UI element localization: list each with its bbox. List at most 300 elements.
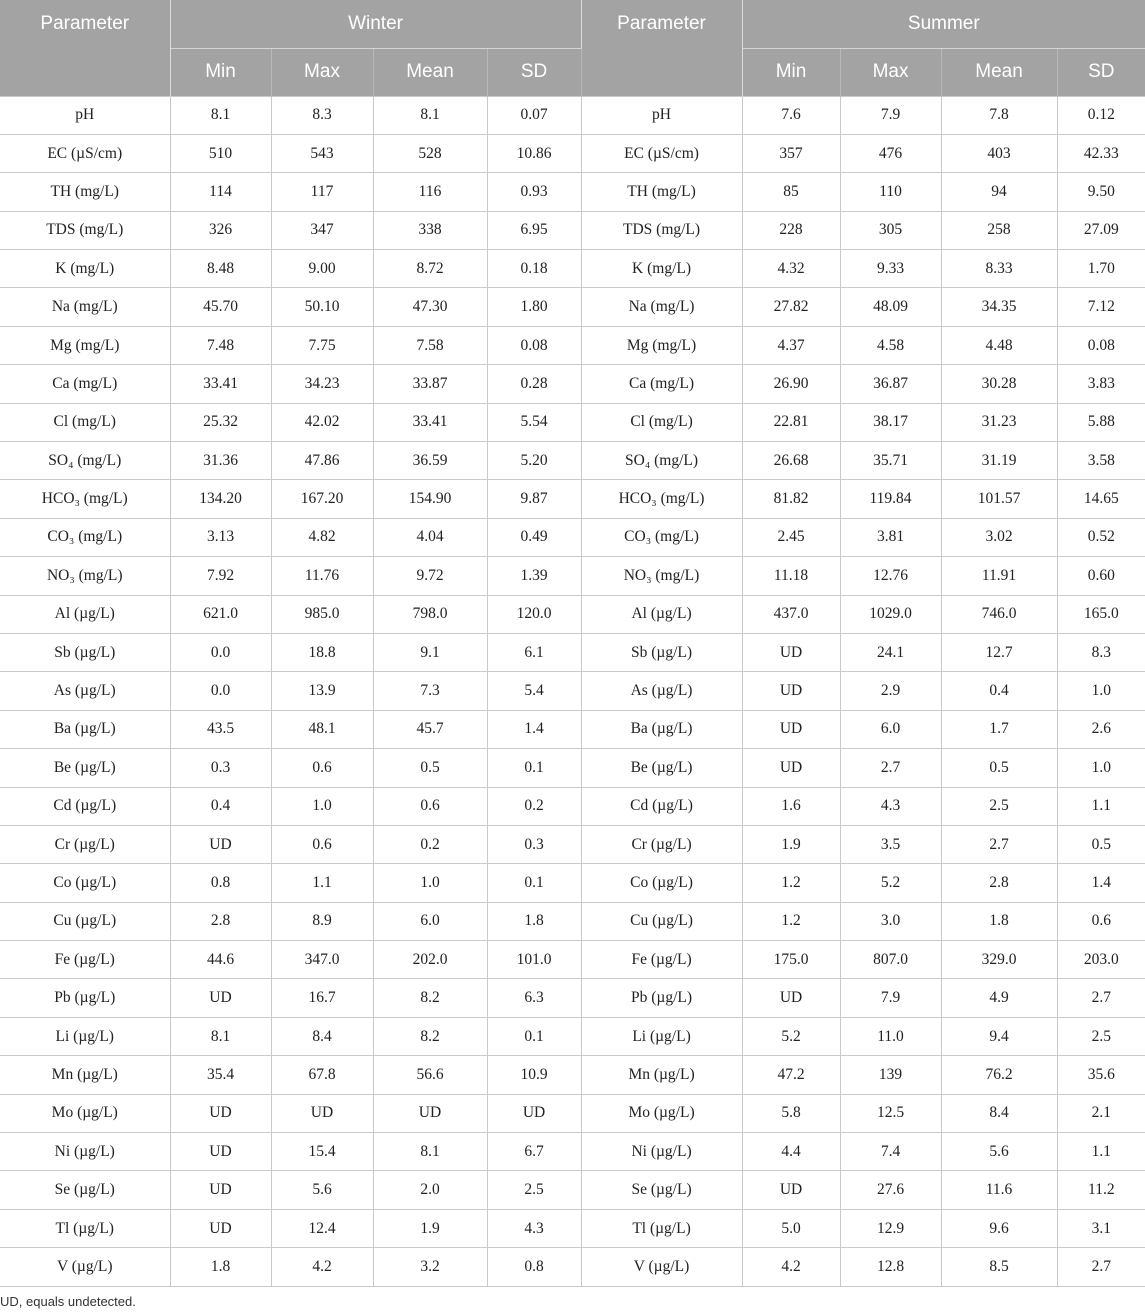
winter-parameter-cell: Sb (µg/L)	[0, 633, 170, 671]
winter-sd-cell: 6.1	[487, 633, 581, 671]
summer-min-cell: UD	[742, 633, 840, 671]
summer-sd-cell: 27.09	[1057, 211, 1145, 249]
summer-max-cell: 807.0	[840, 941, 941, 979]
table-row	[0, 1248, 1145, 1286]
summer-mean-cell: 11.6	[941, 1171, 1057, 1209]
summer-sd-cell: 42.33	[1057, 134, 1145, 172]
summer-parameter-cell: SO₄ (mg/L)	[581, 442, 742, 480]
summer-mean-cell: 12.7	[941, 633, 1057, 671]
winter-mean-cell: 7.58	[373, 326, 487, 364]
summer-mean-cell: 1.8	[941, 902, 1057, 940]
winter-parameter-cell: EC (µS/cm)	[0, 134, 170, 172]
summer-parameter-cell: HCO₃ (mg/L)	[581, 480, 742, 518]
winter-mean-header: Mean	[373, 48, 487, 96]
winter-max-cell: 16.7	[271, 979, 373, 1017]
summer-mean-cell: 2.5	[941, 787, 1057, 825]
winter-sd-cell: 0.08	[487, 326, 581, 364]
summer-min-cell: 2.45	[742, 518, 840, 556]
summer-sd-cell: 0.08	[1057, 326, 1145, 364]
summer-sd-cell: 7.12	[1057, 288, 1145, 326]
summer-parameter-cell: Pb (µg/L)	[581, 979, 742, 1017]
summer-parameter-cell: As (µg/L)	[581, 672, 742, 710]
winter-min-cell: 7.92	[170, 557, 271, 595]
winter-parameter-cell: K (mg/L)	[0, 250, 170, 288]
summer-min-cell: 1.2	[742, 902, 840, 940]
winter-mean-cell: 6.0	[373, 902, 487, 940]
winter-max-cell: 0.6	[271, 825, 373, 863]
winter-mean-cell: 202.0	[373, 941, 487, 979]
summer-min-cell: 5.0	[742, 1209, 840, 1247]
winter-max-cell: 985.0	[271, 595, 373, 633]
winter-min-cell: 0.3	[170, 749, 271, 787]
summer-min-cell: 26.68	[742, 442, 840, 480]
winter-mean-cell: 338	[373, 211, 487, 249]
summer-sd-cell: 0.52	[1057, 518, 1145, 556]
summer-sd-cell: 14.65	[1057, 480, 1145, 518]
winter-max-cell: 117	[271, 173, 373, 211]
winter-sd-cell: UD	[487, 1094, 581, 1132]
winter-max-cell: 1.1	[271, 864, 373, 902]
summer-sd-cell: 2.1	[1057, 1094, 1145, 1132]
summer-min-cell: 1.2	[742, 864, 840, 902]
summer-max-cell: 12.5	[840, 1094, 941, 1132]
winter-sd-cell: 5.54	[487, 403, 581, 441]
table-row	[0, 633, 1145, 671]
summer-max-cell: 3.5	[840, 825, 941, 863]
winter-min-cell: 510	[170, 134, 271, 172]
winter-mean-cell: 528	[373, 134, 487, 172]
table-row	[0, 1094, 1145, 1132]
summer-mean-header: Mean	[941, 48, 1057, 96]
winter-parameter-cell: SO₄ (mg/L)	[0, 442, 170, 480]
table-row	[0, 442, 1145, 480]
summer-mean-cell: 8.4	[941, 1094, 1057, 1132]
summer-parameter-cell: Mn (µg/L)	[581, 1056, 742, 1094]
winter-sd-cell: 5.4	[487, 672, 581, 710]
winter-parameter-cell: Se (µg/L)	[0, 1171, 170, 1209]
winter-min-cell: 44.6	[170, 941, 271, 979]
summer-parameter-cell: Tl (µg/L)	[581, 1209, 742, 1247]
winter-min-cell: UD	[170, 825, 271, 863]
summer-min-cell: 7.6	[742, 96, 840, 134]
summer-min-cell: 175.0	[742, 941, 840, 979]
winter-max-cell: 11.76	[271, 557, 373, 595]
table-row	[0, 864, 1145, 902]
summer-sd-cell: 2.7	[1057, 979, 1145, 1017]
summer-min-cell: UD	[742, 710, 840, 748]
summer-parameter-cell: Cr (µg/L)	[581, 825, 742, 863]
summer-sd-cell: 9.50	[1057, 173, 1145, 211]
header-row-seasons	[0, 0, 1145, 48]
winter-max-cell: 7.75	[271, 326, 373, 364]
winter-max-cell: 347.0	[271, 941, 373, 979]
summer-max-cell: 6.0	[840, 710, 941, 748]
table-row	[0, 518, 1145, 556]
winter-sd-cell: 0.8	[487, 1248, 581, 1286]
winter-parameter-cell: Cd (µg/L)	[0, 787, 170, 825]
winter-parameter-cell: Mo (µg/L)	[0, 1094, 170, 1132]
winter-min-cell: 31.36	[170, 442, 271, 480]
summer-max-cell: 12.9	[840, 1209, 941, 1247]
winter-max-header: Max	[271, 48, 373, 96]
summer-max-cell: 3.0	[840, 902, 941, 940]
winter-mean-cell: 1.9	[373, 1209, 487, 1247]
winter-parameter-cell: NO₃ (mg/L)	[0, 557, 170, 595]
winter-min-cell: 114	[170, 173, 271, 211]
summer-sd-header: SD	[1057, 48, 1145, 96]
winter-min-cell: 0.0	[170, 633, 271, 671]
summer-mean-cell: 1.7	[941, 710, 1057, 748]
winter-min-cell: 3.13	[170, 518, 271, 556]
summer-max-cell: 119.84	[840, 480, 941, 518]
winter-parameter-cell: Fe (µg/L)	[0, 941, 170, 979]
summer-max-cell: 24.1	[840, 633, 941, 671]
winter-min-cell: 0.0	[170, 672, 271, 710]
summer-sd-cell: 3.58	[1057, 442, 1145, 480]
summer-mean-cell: 101.57	[941, 480, 1057, 518]
table-row	[0, 1056, 1145, 1094]
summer-max-cell: 36.87	[840, 365, 941, 403]
winter-sd-cell: 0.1	[487, 749, 581, 787]
table-row	[0, 595, 1145, 633]
summer-max-cell: 476	[840, 134, 941, 172]
summer-sd-cell: 1.0	[1057, 672, 1145, 710]
summer-mean-cell: 0.5	[941, 749, 1057, 787]
summer-max-cell: 12.76	[840, 557, 941, 595]
winter-sd-cell: 0.07	[487, 96, 581, 134]
winter-mean-cell: 116	[373, 173, 487, 211]
winter-sd-cell: 10.9	[487, 1056, 581, 1094]
summer-min-cell: 4.4	[742, 1133, 840, 1171]
winter-max-cell: 543	[271, 134, 373, 172]
summer-max-cell: 48.09	[840, 288, 941, 326]
winter-sd-cell: 101.0	[487, 941, 581, 979]
winter-min-cell: 43.5	[170, 710, 271, 748]
winter-mean-cell: 7.3	[373, 672, 487, 710]
summer-sd-cell: 1.0	[1057, 749, 1145, 787]
winter-mean-cell: 8.2	[373, 1017, 487, 1055]
summer-parameter-cell: TH (mg/L)	[581, 173, 742, 211]
winter-sd-cell: 5.20	[487, 442, 581, 480]
summer-parameter-cell: Cd (µg/L)	[581, 787, 742, 825]
summer-sd-cell: 1.4	[1057, 864, 1145, 902]
summer-mean-cell: 403	[941, 134, 1057, 172]
winter-max-cell: 4.82	[271, 518, 373, 556]
winter-min-cell: 0.4	[170, 787, 271, 825]
summer-parameter-header: Parameter	[581, 0, 742, 96]
summer-mean-cell: 7.8	[941, 96, 1057, 134]
summer-mean-cell: 8.33	[941, 250, 1057, 288]
winter-max-cell: 5.6	[271, 1171, 373, 1209]
table-row	[0, 749, 1145, 787]
table-row	[0, 134, 1145, 172]
winter-mean-cell: 8.2	[373, 979, 487, 1017]
winter-parameter-cell: Ni (µg/L)	[0, 1133, 170, 1171]
summer-parameter-cell: TDS (mg/L)	[581, 211, 742, 249]
summer-min-cell: 5.8	[742, 1094, 840, 1132]
summer-max-cell: 11.0	[840, 1017, 941, 1055]
summer-sd-cell: 1.70	[1057, 250, 1145, 288]
summer-mean-cell: 11.91	[941, 557, 1057, 595]
summer-min-cell: 47.2	[742, 1056, 840, 1094]
table-row	[0, 979, 1145, 1017]
summer-min-cell: 27.82	[742, 288, 840, 326]
summer-min-cell: 22.81	[742, 403, 840, 441]
table-row	[0, 825, 1145, 863]
summer-min-header: Min	[742, 48, 840, 96]
summer-sd-cell: 3.83	[1057, 365, 1145, 403]
winter-min-cell: 8.1	[170, 1017, 271, 1055]
summer-mean-cell: 31.19	[941, 442, 1057, 480]
winter-max-cell: 1.0	[271, 787, 373, 825]
winter-mean-cell: 33.87	[373, 365, 487, 403]
summer-max-cell: 3.81	[840, 518, 941, 556]
summer-max-cell: 9.33	[840, 250, 941, 288]
summer-sd-cell: 3.1	[1057, 1209, 1145, 1247]
table-row	[0, 557, 1145, 595]
table-row	[0, 211, 1145, 249]
summer-max-cell: 4.3	[840, 787, 941, 825]
summer-parameter-cell: Na (mg/L)	[581, 288, 742, 326]
winter-min-cell: 2.8	[170, 902, 271, 940]
summer-min-cell: 357	[742, 134, 840, 172]
table-row	[0, 173, 1145, 211]
summer-parameter-cell: Cl (mg/L)	[581, 403, 742, 441]
winter-parameter-cell: Be (µg/L)	[0, 749, 170, 787]
table-row	[0, 1017, 1145, 1055]
summer-mean-cell: 2.7	[941, 825, 1057, 863]
winter-max-cell: 4.2	[271, 1248, 373, 1286]
winter-mean-cell: 2.0	[373, 1171, 487, 1209]
summer-mean-cell: 76.2	[941, 1056, 1057, 1094]
winter-max-cell: 48.1	[271, 710, 373, 748]
summer-sd-cell: 8.3	[1057, 633, 1145, 671]
summer-parameter-cell: CO₃ (mg/L)	[581, 518, 742, 556]
table-row	[0, 288, 1145, 326]
summer-min-cell: 5.2	[742, 1017, 840, 1055]
winter-sd-header: SD	[487, 48, 581, 96]
winter-max-cell: 13.9	[271, 672, 373, 710]
winter-sd-cell: 0.28	[487, 365, 581, 403]
summer-sd-cell: 1.1	[1057, 1133, 1145, 1171]
winter-mean-cell: 8.72	[373, 250, 487, 288]
summer-max-cell: 5.2	[840, 864, 941, 902]
footnote: UD, equals undetected.	[0, 1294, 136, 1309]
winter-sd-cell: 120.0	[487, 595, 581, 633]
winter-sd-cell: 6.7	[487, 1133, 581, 1171]
summer-min-cell: 85	[742, 173, 840, 211]
winter-mean-cell: 33.41	[373, 403, 487, 441]
winter-mean-cell: UD	[373, 1094, 487, 1132]
winter-max-cell: 47.86	[271, 442, 373, 480]
summer-sd-cell: 165.0	[1057, 595, 1145, 633]
winter-max-cell: 42.02	[271, 403, 373, 441]
summer-min-cell: 437.0	[742, 595, 840, 633]
summer-parameter-cell: NO₃ (mg/L)	[581, 557, 742, 595]
table-row	[0, 787, 1145, 825]
winter-parameter-cell: Li (µg/L)	[0, 1017, 170, 1055]
winter-parameter-cell: As (µg/L)	[0, 672, 170, 710]
summer-max-cell: 7.4	[840, 1133, 941, 1171]
winter-parameter-cell: Mn (µg/L)	[0, 1056, 170, 1094]
winter-parameter-cell: Ba (µg/L)	[0, 710, 170, 748]
winter-max-cell: 18.8	[271, 633, 373, 671]
summer-sd-cell: 0.60	[1057, 557, 1145, 595]
summer-max-cell: 35.71	[840, 442, 941, 480]
winter-max-cell: 9.00	[271, 250, 373, 288]
winter-mean-cell: 0.2	[373, 825, 487, 863]
summer-max-cell: 7.9	[840, 979, 941, 1017]
winter-mean-cell: 45.7	[373, 710, 487, 748]
winter-sd-cell: 4.3	[487, 1209, 581, 1247]
summer-parameter-cell: Mo (µg/L)	[581, 1094, 742, 1132]
summer-sd-cell: 0.5	[1057, 825, 1145, 863]
summer-max-cell: 2.7	[840, 749, 941, 787]
summer-parameter-cell: K (mg/L)	[581, 250, 742, 288]
summer-min-cell: 4.32	[742, 250, 840, 288]
table-row	[0, 1171, 1145, 1209]
summer-parameter-cell: Sb (µg/L)	[581, 633, 742, 671]
summer-min-cell: 1.6	[742, 787, 840, 825]
summer-max-cell: 110	[840, 173, 941, 211]
winter-max-cell: 347	[271, 211, 373, 249]
winter-parameter-cell: Co (µg/L)	[0, 864, 170, 902]
winter-min-cell: 35.4	[170, 1056, 271, 1094]
winter-max-cell: 34.23	[271, 365, 373, 403]
summer-mean-cell: 4.48	[941, 326, 1057, 364]
table-row	[0, 1133, 1145, 1171]
summer-parameter-cell: Li (µg/L)	[581, 1017, 742, 1055]
winter-mean-cell: 0.6	[373, 787, 487, 825]
summer-max-cell: 1029.0	[840, 595, 941, 633]
summer-parameter-cell: Co (µg/L)	[581, 864, 742, 902]
winter-mean-cell: 3.2	[373, 1248, 487, 1286]
winter-min-cell: 7.48	[170, 326, 271, 364]
summer-mean-cell: 31.23	[941, 403, 1057, 441]
summer-parameter-cell: pH	[581, 96, 742, 134]
winter-sd-cell: 9.87	[487, 480, 581, 518]
winter-sd-cell: 0.1	[487, 1017, 581, 1055]
summer-parameter-cell: Cu (µg/L)	[581, 902, 742, 940]
winter-min-cell: 0.8	[170, 864, 271, 902]
winter-max-cell: 8.3	[271, 96, 373, 134]
summer-min-cell: 4.2	[742, 1248, 840, 1286]
winter-sd-cell: 1.8	[487, 902, 581, 940]
summer-max-cell: 4.58	[840, 326, 941, 364]
table-header	[0, 0, 1145, 96]
winter-max-cell: UD	[271, 1094, 373, 1132]
winter-parameter-cell: Tl (µg/L)	[0, 1209, 170, 1247]
winter-min-cell: UD	[170, 979, 271, 1017]
summer-max-cell: 139	[840, 1056, 941, 1094]
winter-parameter-cell: Na (mg/L)	[0, 288, 170, 326]
summer-parameter-cell: Se (µg/L)	[581, 1171, 742, 1209]
table-row	[0, 1209, 1145, 1247]
summer-min-cell: 4.37	[742, 326, 840, 364]
winter-min-cell: 134.20	[170, 480, 271, 518]
summer-max-cell: 305	[840, 211, 941, 249]
winter-mean-cell: 8.1	[373, 96, 487, 134]
table-row	[0, 365, 1145, 403]
summer-mean-cell: 258	[941, 211, 1057, 249]
winter-mean-cell: 154.90	[373, 480, 487, 518]
table-row	[0, 403, 1145, 441]
summer-mean-cell: 30.28	[941, 365, 1057, 403]
table-row	[0, 941, 1145, 979]
table-row	[0, 672, 1145, 710]
table-body	[0, 96, 1145, 1286]
summer-sd-cell: 11.2	[1057, 1171, 1145, 1209]
summer-sd-cell: 1.1	[1057, 787, 1145, 825]
winter-min-cell: UD	[170, 1209, 271, 1247]
table-row	[0, 250, 1145, 288]
winter-mean-cell: 0.5	[373, 749, 487, 787]
summer-header: Summer	[742, 0, 1145, 48]
table-row	[0, 480, 1145, 518]
winter-max-cell: 15.4	[271, 1133, 373, 1171]
summer-max-cell: 27.6	[840, 1171, 941, 1209]
winter-parameter-cell: V (µg/L)	[0, 1248, 170, 1286]
summer-min-cell: UD	[742, 1171, 840, 1209]
winter-min-cell: 1.8	[170, 1248, 271, 1286]
winter-mean-cell: 47.30	[373, 288, 487, 326]
summer-parameter-cell: Ca (mg/L)	[581, 365, 742, 403]
summer-sd-cell: 2.5	[1057, 1017, 1145, 1055]
summer-sd-cell: 0.12	[1057, 96, 1145, 134]
winter-max-cell: 0.6	[271, 749, 373, 787]
winter-mean-cell: 1.0	[373, 864, 487, 902]
winter-min-cell: 8.48	[170, 250, 271, 288]
winter-sd-cell: 1.4	[487, 710, 581, 748]
winter-sd-cell: 0.2	[487, 787, 581, 825]
winter-sd-cell: 0.93	[487, 173, 581, 211]
winter-max-cell: 67.8	[271, 1056, 373, 1094]
summer-mean-cell: 746.0	[941, 595, 1057, 633]
winter-sd-cell: 0.18	[487, 250, 581, 288]
summer-parameter-cell: Mg (mg/L)	[581, 326, 742, 364]
winter-sd-cell: 0.1	[487, 864, 581, 902]
winter-min-cell: 33.41	[170, 365, 271, 403]
table-row	[0, 902, 1145, 940]
winter-sd-cell: 6.95	[487, 211, 581, 249]
summer-sd-cell: 2.6	[1057, 710, 1145, 748]
table-row	[0, 710, 1145, 748]
winter-min-cell: 45.70	[170, 288, 271, 326]
summer-sd-cell: 203.0	[1057, 941, 1145, 979]
summer-mean-cell: 4.9	[941, 979, 1057, 1017]
winter-parameter-cell: Cu (µg/L)	[0, 902, 170, 940]
summer-mean-cell: 329.0	[941, 941, 1057, 979]
summer-sd-cell: 0.6	[1057, 902, 1145, 940]
winter-min-header: Min	[170, 48, 271, 96]
summer-mean-cell: 2.8	[941, 864, 1057, 902]
winter-parameter-cell: Al (µg/L)	[0, 595, 170, 633]
winter-min-cell: 621.0	[170, 595, 271, 633]
summer-sd-cell: 2.7	[1057, 1248, 1145, 1286]
summer-parameter-cell: EC (µS/cm)	[581, 134, 742, 172]
winter-max-cell: 167.20	[271, 480, 373, 518]
winter-parameter-cell: Cr (µg/L)	[0, 825, 170, 863]
summer-min-cell: UD	[742, 979, 840, 1017]
winter-parameter-cell: Ca (mg/L)	[0, 365, 170, 403]
summer-max-cell: 38.17	[840, 403, 941, 441]
table-row	[0, 96, 1145, 134]
winter-sd-cell: 6.3	[487, 979, 581, 1017]
winter-sd-cell: 2.5	[487, 1171, 581, 1209]
winter-mean-cell: 36.59	[373, 442, 487, 480]
winter-parameter-cell: Mg (mg/L)	[0, 326, 170, 364]
summer-mean-cell: 0.4	[941, 672, 1057, 710]
